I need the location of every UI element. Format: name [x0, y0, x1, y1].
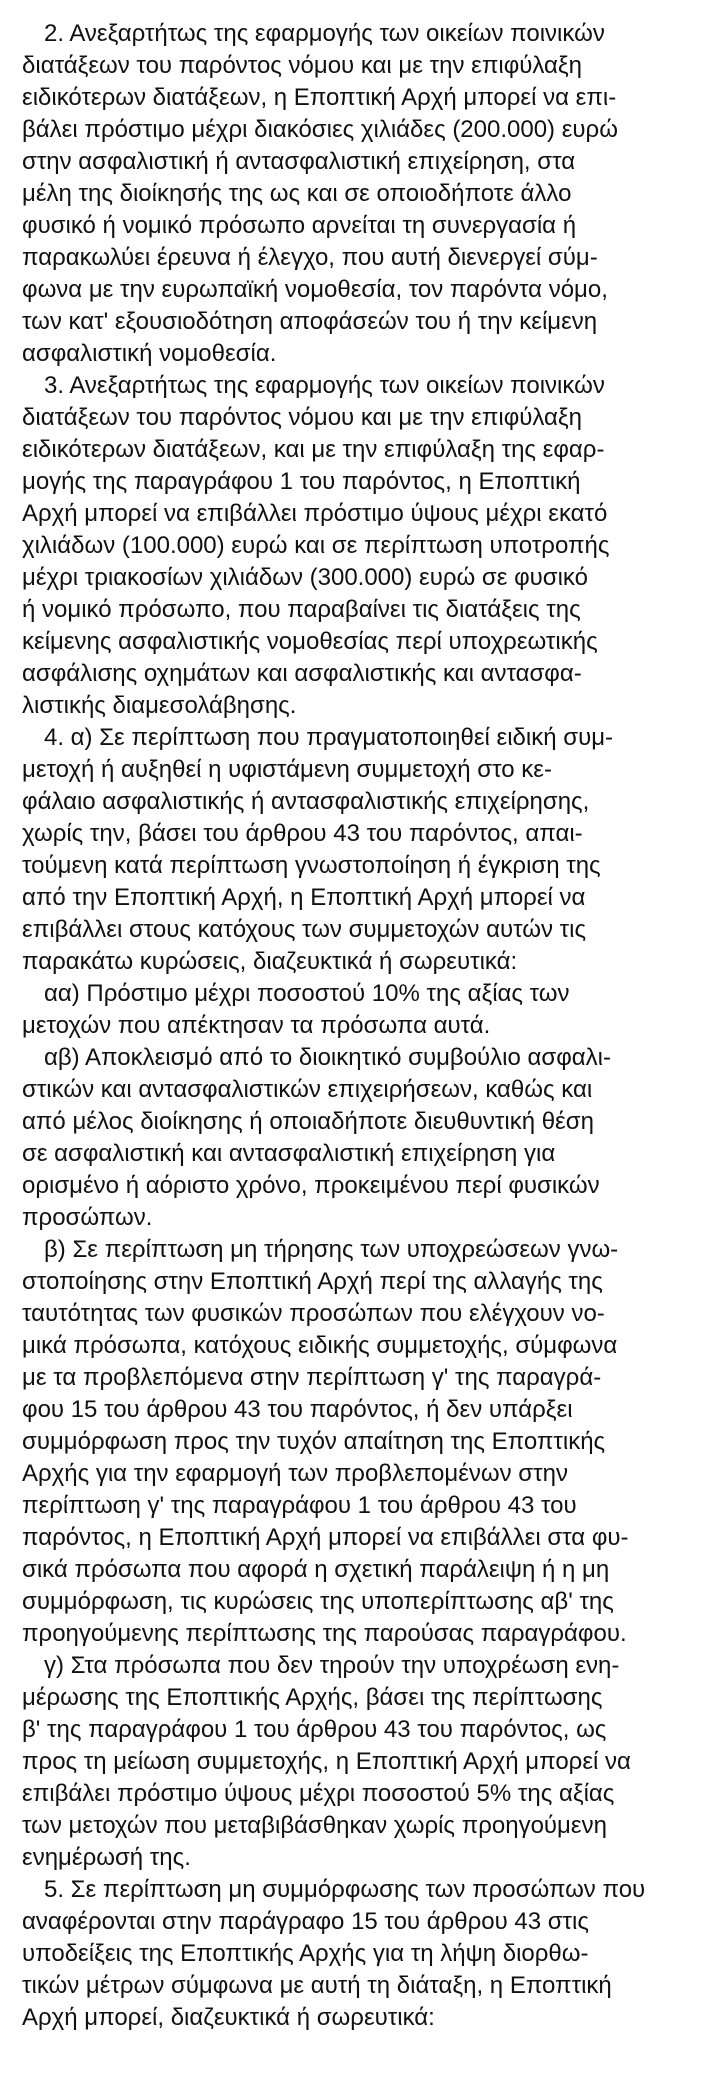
text-line: τικών μέτρων σύμφωνα με αυτή τη διάταξη, η Εποπτική [22, 1972, 612, 1999]
text-line: 2. Ανεξαρτήτως της εφαρμογής των οικείων ποινικών [44, 20, 605, 47]
text-line: διατάξεων του παρόντος νόμου και με την επιφύλαξη [22, 404, 583, 431]
text-line: αβ) Αποκλεισμό από το διοικητικό συμβούλιο ασφαλι- [44, 1044, 611, 1071]
text-line: μέλη της διοίκησής της ως και σε οποιοδήποτε άλλο [22, 180, 572, 207]
text-line: γ) Στα πρόσωπα που δεν τηρούν την υποχρέωση ενη- [44, 1652, 620, 1679]
text-line: ή νομικό πρόσωπο, που παραβαίνει τις διατάξεις της [22, 596, 581, 623]
text-line: β' της παραγράφου 1 του άρθρου 43 του παρόντος, ως [22, 1716, 607, 1743]
text-line: Αρχή μπορεί, διαζευκτικά ή σωρευτικά: [22, 2004, 435, 2031]
text-line: με τα προβλεπόμενα στην περίπτωση γ' της παραγρά- [22, 1364, 602, 1391]
text-line: στικών και αντασφαλιστικών επιχειρήσεων, καθώς και [22, 1076, 593, 1103]
text-line: επιβάλλει στους κατόχους των συμμετοχών αυτών τις [22, 916, 587, 943]
text-line: μετοχή ή αυξηθεί η υφιστάμενη συμμετοχή στο κε- [22, 756, 552, 783]
text-line: τούμενη κατά περίπτωση γνωστοποίηση ή έγκριση της [22, 852, 601, 879]
text-line: συμμόρφωση, τις κυρώσεις της υποπερίπτωσης αβ' της [22, 1588, 614, 1615]
text-line: μετοχών που απέκτησαν τα πρόσωπα αυτά. [22, 1012, 491, 1039]
text-line: στοποίησης στην Εποπτική Αρχή περί της αλλαγής της [22, 1268, 603, 1295]
text-line: Αρχή μπορεί να επιβάλλει πρόστιμο ύψους μέχρι εκατό [22, 500, 608, 527]
paragraph-5 [22, 1874, 701, 2034]
text-line: των κατ' εξουσιοδότηση αποφάσεών του ή την κείμενη [22, 308, 598, 335]
text-line: ταυτότητας των φυσικών προσώπων που ελέγχουν νο- [22, 1300, 605, 1327]
text-line: χωρίς την, βάσει του άρθρου 43 του παρόντος, απαι- [22, 820, 583, 847]
paragraph-3 [22, 370, 701, 722]
text-line: κείμενης ασφαλιστικής νομοθεσίας περί υποχρεωτικής [22, 628, 598, 655]
text-line: ενημέρωσή της. [22, 1844, 191, 1871]
text-line: προς τη μείωση συμμετοχής, η Εποπτική Αρχή μπορεί να [22, 1748, 631, 1775]
text-line: συμμόρφωση προς την τυχόν απαίτηση της Εποπτικής [22, 1428, 606, 1455]
text-line: παρακωλύει έρευνα ή έλεγχο, που αυτή διενεργεί σύμ- [22, 244, 598, 271]
text-line: αναφέρονται στην παράγραφο 15 του άρθρου 43 στις [22, 1908, 589, 1935]
paragraph-4ab [22, 1042, 701, 1234]
text-line: 3. Ανεξαρτήτως της εφαρμογής των οικείων ποινικών [44, 372, 605, 399]
text-line: από την Εποπτική Αρχή, η Εποπτική Αρχή μπορεί να [22, 884, 586, 911]
text-line: λιστικής διαμεσολάβησης. [22, 692, 297, 719]
paragraph-4aa [22, 978, 701, 1042]
text-line: παρακάτω κυρώσεις, διαζευκτικά ή σωρευτικά: [22, 948, 518, 975]
text-line: σικά πρόσωπα που αφορά η σχετική παράλειψη ή η μη [22, 1556, 610, 1583]
text-line: παρόντος, η Εποπτική Αρχή μπορεί να επιβάλλει στα φυ- [22, 1524, 629, 1551]
text-line: χιλιάδων (100.000) ευρώ και σε περίπτωση υποτροπής [22, 532, 610, 559]
text-line: μέρωσης της Εποπτικής Αρχής, βάσει της περίπτωσης [22, 1684, 603, 1711]
text-line: επιβάλει πρόστιμο ύψους μέχρι ποσοστού 5% της αξίας [22, 1780, 615, 1807]
text-line: ειδικότερων διατάξεων, και με την επιφύλαξη της εφαρ- [22, 436, 605, 463]
text-line: φάλαιο ασφαλιστικής ή αντασφαλιστικής επιχείρησης, [22, 788, 590, 815]
paragraph-4a [22, 722, 701, 978]
text-line: β) Σε περίπτωση μη τήρησης των υποχρεώσεων γνω- [44, 1236, 619, 1263]
text-line: φου 15 του άρθρου 43 του παρόντος, ή δεν υπάρξει [22, 1396, 573, 1423]
text-line: φωνα με την ευρωπαϊκή νομοθεσία, τον παρόντα νόμο, [22, 276, 608, 303]
text-line: ορισμένο ή αόριστο χρόνο, προκειμένου περί φυσικών [22, 1172, 600, 1199]
text-line: ασφάλισης οχημάτων και ασφαλιστικής και αντασφα- [22, 660, 582, 687]
text-line: σε ασφαλιστική και αντασφαλιστική επιχείρηση για [22, 1140, 556, 1167]
text-line: βάλει πρόστιμο μέχρι διακόσιες χιλιάδες (200.000) ευρώ [22, 116, 618, 143]
text-line: μικά πρόσωπα, κατόχους ειδικής συμμετοχής, σύμφωνα [22, 1332, 618, 1359]
text-line: φυσικό ή νομικό πρόσωπο αρνείται τη συνεργασία ή [22, 212, 577, 239]
text-line: μογής της παραγράφου 1 του παρόντος, η Εποπτική [22, 468, 581, 495]
text-line: υποδείξεις της Εποπτικής Αρχής για τη λήψη διορθω- [22, 1940, 589, 1967]
paragraph-2 [22, 18, 701, 370]
text-line: περίπτωση γ' της παραγράφου 1 του άρθρου 43 του [22, 1492, 577, 1519]
text-line: διατάξεων του παρόντος νόμου και με την επιφύλαξη [22, 52, 583, 79]
text-line: προηγούμενης περίπτωσης της παρούσας παραγράφου. [22, 1620, 627, 1647]
text-line: 4. α) Σε περίπτωση που πραγματοποιηθεί ειδική συμ- [44, 724, 614, 751]
text-line: ασφαλιστική νομοθεσία. [22, 340, 277, 367]
text-line: στην ασφαλιστική ή αντασφαλιστική επιχείρηση, στα [22, 148, 576, 175]
text-line: των μετοχών που μεταβιβάσθηκαν χωρίς προηγούμενη [22, 1812, 607, 1839]
paragraph-4b [22, 1234, 701, 1650]
text-line: ειδικότερων διατάξεων, η Εποπτική Αρχή μπορεί να επι- [22, 84, 617, 111]
text-line: 5. Σε περίπτωση μη συμμόρφωσης των προσώπων που [44, 1876, 646, 1903]
text-line: από μέλος διοίκησης ή οποιαδήποτε διευθυντική θέση [22, 1108, 594, 1135]
paragraph-4c [22, 1650, 701, 1874]
text-line: μέχρι τριακοσίων χιλιάδων (300.000) ευρώ σε φυσικό [22, 564, 588, 591]
text-line: προσώπων. [22, 1204, 153, 1231]
text-line: Αρχής για την εφαρμογή των προβλεπομένων στην [22, 1460, 568, 1487]
text-line: αα) Πρόστιμο μέχρι ποσοστού 10% της αξίας των [44, 980, 570, 1007]
